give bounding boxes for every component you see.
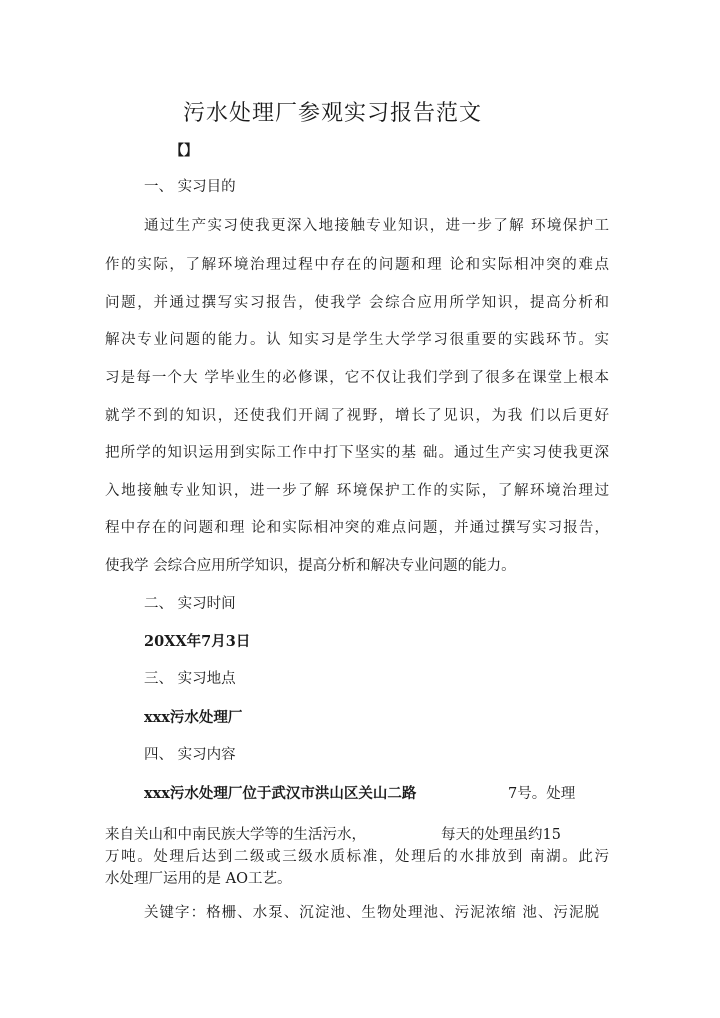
section-heading-location: 三、 实习地点 xyxy=(144,671,236,687)
paragraph-line: 就学不到的知识，还使我们开阔了视野，增长了见识，为我 们以后更好 xyxy=(105,408,609,424)
paragraph-line: 使我学 会综合应用所学知识，提高分析和解决专业问题的能力。 xyxy=(105,558,516,574)
paragraph-line: 入地接触专业知识，进一步了解 环境保护工作的实际，了解环境治理过 xyxy=(105,483,609,499)
section-heading-time: 二、 实习时间 xyxy=(144,596,236,612)
paragraph-line: 通过生产实习使我更深入地接触专业知识，进一步了解 环境保护工 xyxy=(144,218,609,234)
paragraph-line: 问题，并通过撰写实习报告，使我学 会综合应用所学知识，提高分析和 xyxy=(105,295,609,311)
keywords-line: 关键字：格栅、水泵、沉淀池、生物处理池、污泥浓缩 池、污泥脱 xyxy=(144,905,599,921)
paragraph-line-part: 来自关山和中南民族大学等的生活污水， xyxy=(105,827,366,843)
paragraph-line-part: 7号。处理 xyxy=(508,786,576,802)
title-bracket: 【】 xyxy=(170,143,198,159)
paragraph-line: 解决专业问题的能力。认 知实习是学生大学学习很重要的实践环节。实 xyxy=(105,332,609,348)
section-heading-content: 四、 实习内容 xyxy=(144,747,236,763)
internship-date: 20XX年7月3日 xyxy=(144,633,251,650)
internship-location: xxx污水处理厂 xyxy=(144,709,243,726)
paragraph-line-part: xxx污水处理厂位于武汉市洪山区关山二路 xyxy=(144,785,417,802)
paragraph-line: 作的实际，了解环境治理过程中存在的问题和理 论和实际相冲突的难点 xyxy=(105,257,609,273)
paragraph-line: 水处理厂运用的是 AO工艺。 xyxy=(105,871,292,887)
paragraph-line: 习是每一个大 学毕业生的必修课，它不仅让我们学到了很多在课堂上根本 xyxy=(105,370,609,386)
paragraph-line-part: 每天的处理虽约15 xyxy=(441,827,561,843)
section-heading-purpose: 一、 实习目的 xyxy=(144,179,236,195)
document-title: 污水处理厂参观实习报告范文 xyxy=(183,101,483,126)
paragraph-line: 把所学的知识运用到实际工作中打下坚实的基 础。通过生产实习使我更深 xyxy=(105,445,609,461)
paragraph-line: 程中存在的问题和理 论和实际相冲突的难点问题，并通过撰写实习报告， xyxy=(105,520,609,536)
paragraph-line: 万吨。处理后达到二级或三级水质标准，处理后的水排放到 南湖。此污 xyxy=(105,849,609,865)
